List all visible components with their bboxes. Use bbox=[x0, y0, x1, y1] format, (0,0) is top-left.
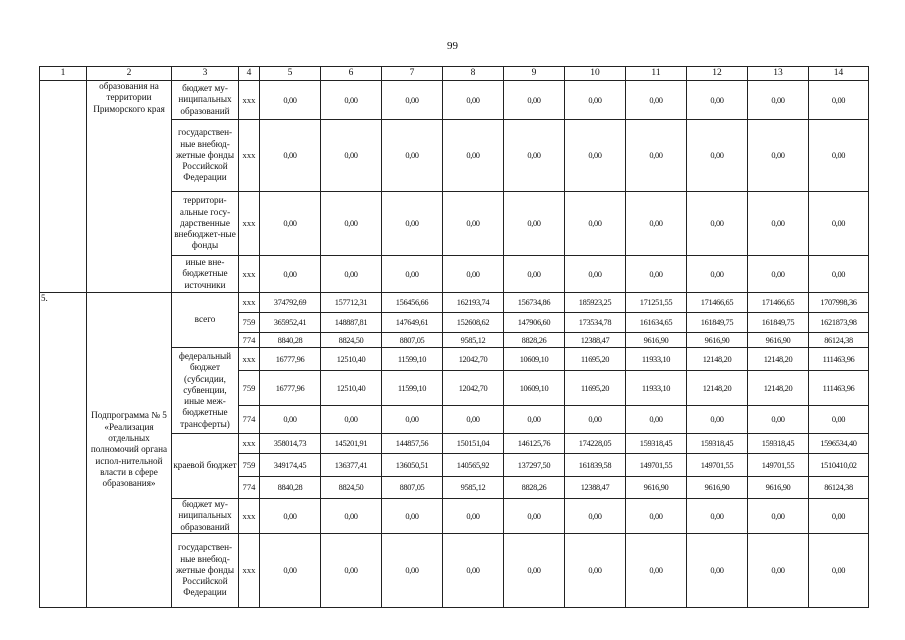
value-cell: 0,00 bbox=[321, 499, 382, 534]
column-header: 4 bbox=[239, 67, 260, 81]
column-header: 12 bbox=[687, 67, 748, 81]
code-cell: 759 bbox=[239, 313, 260, 333]
value-cell: 0,00 bbox=[321, 406, 382, 434]
column-header: 10 bbox=[565, 67, 626, 81]
value-cell: 11695,20 bbox=[565, 348, 626, 371]
value-cell: 0,00 bbox=[748, 406, 809, 434]
value-cell: 0,00 bbox=[809, 406, 869, 434]
column-header: 11 bbox=[626, 67, 687, 81]
value-cell: 11933,10 bbox=[626, 348, 687, 371]
value-cell: 12148,20 bbox=[687, 348, 748, 371]
value-cell: 12388,47 bbox=[565, 477, 626, 499]
value-cell: 0,00 bbox=[626, 256, 687, 293]
value-cell: 0,00 bbox=[443, 406, 504, 434]
value-cell: 0,00 bbox=[260, 499, 321, 534]
value-cell: 159318,45 bbox=[748, 434, 809, 454]
source-label: государствен-ные внебюд-жетные фонды Российской Федерации bbox=[172, 120, 239, 192]
value-cell: 150151,04 bbox=[443, 434, 504, 454]
source-label: федеральный бюджет (субсидии, субвенции, иные меж-бюджетные трансферты) bbox=[172, 348, 239, 434]
value-cell: 8828,26 bbox=[504, 333, 565, 348]
value-cell: 0,00 bbox=[260, 192, 321, 256]
code-cell: 774 bbox=[239, 406, 260, 434]
value-cell: 0,00 bbox=[687, 81, 748, 120]
value-cell: 0,00 bbox=[321, 256, 382, 293]
value-cell: 9616,90 bbox=[687, 333, 748, 348]
value-cell: 8840,28 bbox=[260, 333, 321, 348]
value-cell: 9616,90 bbox=[687, 477, 748, 499]
value-cell: 157712,31 bbox=[321, 293, 382, 313]
value-cell: 8828,26 bbox=[504, 477, 565, 499]
value-cell: 0,00 bbox=[443, 81, 504, 120]
code-cell: xxx bbox=[239, 81, 260, 120]
value-cell: 12510,40 bbox=[321, 371, 382, 406]
value-cell: 148887,81 bbox=[321, 313, 382, 333]
value-cell: 12148,20 bbox=[687, 371, 748, 406]
value-cell: 137297,50 bbox=[504, 454, 565, 477]
value-cell: 8840,28 bbox=[260, 477, 321, 499]
value-cell: 136050,51 bbox=[382, 454, 443, 477]
value-cell: 0,00 bbox=[748, 256, 809, 293]
value-cell: 0,00 bbox=[443, 499, 504, 534]
value-cell: 0,00 bbox=[626, 81, 687, 120]
value-cell: 0,00 bbox=[565, 499, 626, 534]
value-cell: 0,00 bbox=[687, 406, 748, 434]
value-cell: 0,00 bbox=[748, 192, 809, 256]
value-cell: 16777,96 bbox=[260, 348, 321, 371]
value-cell: 0,00 bbox=[382, 534, 443, 608]
value-cell: 0,00 bbox=[626, 120, 687, 192]
value-cell: 174228,05 bbox=[565, 434, 626, 454]
value-cell: 161849,75 bbox=[748, 313, 809, 333]
value-cell: 0,00 bbox=[809, 499, 869, 534]
source-label: бюджет му-ниципальных образований bbox=[172, 81, 239, 120]
value-cell: 0,00 bbox=[260, 120, 321, 192]
value-cell: 0,00 bbox=[382, 120, 443, 192]
value-cell: 0,00 bbox=[748, 81, 809, 120]
value-cell: 147649,61 bbox=[382, 313, 443, 333]
code-cell: xxx bbox=[239, 434, 260, 454]
header-row bbox=[40, 67, 869, 81]
code-cell: 759 bbox=[239, 371, 260, 406]
value-cell: 0,00 bbox=[382, 499, 443, 534]
value-cell: 111463,96 bbox=[809, 371, 869, 406]
value-cell: 0,00 bbox=[626, 534, 687, 608]
value-cell: 0,00 bbox=[382, 256, 443, 293]
column-header: 2 bbox=[87, 67, 172, 81]
value-cell: 0,00 bbox=[504, 499, 565, 534]
value-cell: 358014,73 bbox=[260, 434, 321, 454]
value-cell: 0,00 bbox=[687, 192, 748, 256]
value-cell: 185923,25 bbox=[565, 293, 626, 313]
value-cell: 0,00 bbox=[748, 120, 809, 192]
column-header: 8 bbox=[443, 67, 504, 81]
value-cell: 11599,10 bbox=[382, 371, 443, 406]
value-cell: 144857,56 bbox=[382, 434, 443, 454]
column-header: 5 bbox=[260, 67, 321, 81]
value-cell: 0,00 bbox=[260, 534, 321, 608]
value-cell: 146125,76 bbox=[504, 434, 565, 454]
code-cell: xxx bbox=[239, 256, 260, 293]
code-cell: xxx bbox=[239, 348, 260, 371]
code-cell: xxx bbox=[239, 120, 260, 192]
value-cell: 152608,62 bbox=[443, 313, 504, 333]
number-cell bbox=[40, 81, 87, 293]
value-cell: 171466,65 bbox=[687, 293, 748, 313]
value-cell: 149701,55 bbox=[687, 454, 748, 477]
value-cell: 0,00 bbox=[382, 81, 443, 120]
value-cell: 12042,70 bbox=[443, 371, 504, 406]
value-cell: 161634,65 bbox=[626, 313, 687, 333]
value-cell: 0,00 bbox=[382, 192, 443, 256]
value-cell: 9616,90 bbox=[626, 333, 687, 348]
value-cell: 12042,70 bbox=[443, 348, 504, 371]
value-cell: 12510,40 bbox=[321, 348, 382, 371]
value-cell: 0,00 bbox=[809, 256, 869, 293]
value-cell: 0,00 bbox=[687, 256, 748, 293]
column-header: 7 bbox=[382, 67, 443, 81]
value-cell: 0,00 bbox=[504, 406, 565, 434]
table-row bbox=[40, 81, 869, 120]
value-cell: 0,00 bbox=[809, 192, 869, 256]
value-cell: 136377,41 bbox=[321, 454, 382, 477]
value-cell: 0,00 bbox=[443, 534, 504, 608]
value-cell: 0,00 bbox=[504, 256, 565, 293]
value-cell: 8824,50 bbox=[321, 477, 382, 499]
item-number: 5. bbox=[40, 293, 87, 608]
value-cell: 8824,50 bbox=[321, 333, 382, 348]
value-cell: 156734,86 bbox=[504, 293, 565, 313]
value-cell: 16777,96 bbox=[260, 371, 321, 406]
value-cell: 0,00 bbox=[565, 81, 626, 120]
value-cell: 11599,10 bbox=[382, 348, 443, 371]
value-cell: 0,00 bbox=[382, 406, 443, 434]
value-cell: 149701,55 bbox=[626, 454, 687, 477]
value-cell: 0,00 bbox=[748, 499, 809, 534]
value-cell: 86124,38 bbox=[809, 477, 869, 499]
value-cell: 0,00 bbox=[809, 534, 869, 608]
value-cell: 171251,55 bbox=[626, 293, 687, 313]
source-label: всего bbox=[172, 293, 239, 348]
value-cell: 0,00 bbox=[260, 406, 321, 434]
code-cell: xxx bbox=[239, 192, 260, 256]
table-row bbox=[40, 293, 869, 313]
value-cell: 9616,90 bbox=[626, 477, 687, 499]
column-header: 1 bbox=[40, 67, 87, 81]
value-cell: 0,00 bbox=[687, 534, 748, 608]
column-header: 9 bbox=[504, 67, 565, 81]
value-cell: 12148,20 bbox=[748, 371, 809, 406]
value-cell: 0,00 bbox=[565, 192, 626, 256]
column-header: 13 bbox=[748, 67, 809, 81]
value-cell: 0,00 bbox=[321, 81, 382, 120]
value-cell: 162193,74 bbox=[443, 293, 504, 313]
value-cell: 1621873,98 bbox=[809, 313, 869, 333]
column-header: 6 bbox=[321, 67, 382, 81]
value-cell: 9616,90 bbox=[748, 477, 809, 499]
value-cell: 8807,05 bbox=[382, 477, 443, 499]
value-cell: 0,00 bbox=[321, 534, 382, 608]
source-label: иные вне-бюджетные источники bbox=[172, 256, 239, 293]
value-cell: 0,00 bbox=[809, 81, 869, 120]
code-cell: xxx bbox=[239, 293, 260, 313]
value-cell: 0,00 bbox=[504, 81, 565, 120]
value-cell: 0,00 bbox=[748, 534, 809, 608]
value-cell: 0,00 bbox=[687, 120, 748, 192]
value-cell: 0,00 bbox=[504, 192, 565, 256]
value-cell: 1596534,40 bbox=[809, 434, 869, 454]
value-cell: 171466,65 bbox=[748, 293, 809, 313]
value-cell: 0,00 bbox=[626, 192, 687, 256]
code-cell: 759 bbox=[239, 454, 260, 477]
value-cell: 11933,10 bbox=[626, 371, 687, 406]
source-label: территори-альные госу-дарственные внебюджет-ные фонды bbox=[172, 192, 239, 256]
page-number: 99 bbox=[447, 40, 458, 52]
column-header: 14 bbox=[809, 67, 869, 81]
value-cell: 0,00 bbox=[504, 534, 565, 608]
value-cell: 156456,66 bbox=[382, 293, 443, 313]
value-cell: 10609,10 bbox=[504, 371, 565, 406]
code-cell: xxx bbox=[239, 499, 260, 534]
value-cell: 0,00 bbox=[260, 81, 321, 120]
value-cell: 349174,45 bbox=[260, 454, 321, 477]
value-cell: 0,00 bbox=[443, 256, 504, 293]
value-cell: 374792,69 bbox=[260, 293, 321, 313]
value-cell: 12388,47 bbox=[565, 333, 626, 348]
value-cell: 0,00 bbox=[565, 256, 626, 293]
source-label: краевой бюджет bbox=[172, 434, 239, 499]
value-cell: 111463,96 bbox=[809, 348, 869, 371]
value-cell: 0,00 bbox=[626, 499, 687, 534]
value-cell: 0,00 bbox=[504, 120, 565, 192]
value-cell: 161839,58 bbox=[565, 454, 626, 477]
value-cell: 9585,12 bbox=[443, 333, 504, 348]
value-cell: 86124,38 bbox=[809, 333, 869, 348]
source-label: бюджет му-ниципальных образований bbox=[172, 499, 239, 534]
code-cell: 774 bbox=[239, 477, 260, 499]
value-cell: 173534,78 bbox=[565, 313, 626, 333]
value-cell: 0,00 bbox=[443, 120, 504, 192]
value-cell: 9585,12 bbox=[443, 477, 504, 499]
value-cell: 145201,91 bbox=[321, 434, 382, 454]
value-cell: 10609,10 bbox=[504, 348, 565, 371]
value-cell: 12148,20 bbox=[748, 348, 809, 371]
value-cell: 8807,05 bbox=[382, 333, 443, 348]
value-cell: 0,00 bbox=[809, 120, 869, 192]
value-cell: 11695,20 bbox=[565, 371, 626, 406]
budget-table bbox=[39, 66, 869, 608]
source-label: государствен-ные внебюд-жетные фонды Российской Федерации bbox=[172, 534, 239, 608]
value-cell: 0,00 bbox=[565, 406, 626, 434]
value-cell: 161849,75 bbox=[687, 313, 748, 333]
program-name-cell: образования на территории Приморского края bbox=[87, 81, 172, 293]
column-header: 3 bbox=[172, 67, 239, 81]
code-cell: 774 bbox=[239, 333, 260, 348]
value-cell: 0,00 bbox=[626, 406, 687, 434]
value-cell: 0,00 bbox=[565, 120, 626, 192]
value-cell: 159318,45 bbox=[687, 434, 748, 454]
value-cell: 1707998,36 bbox=[809, 293, 869, 313]
value-cell: 365952,41 bbox=[260, 313, 321, 333]
value-cell: 149701,55 bbox=[748, 454, 809, 477]
value-cell: 9616,90 bbox=[748, 333, 809, 348]
value-cell: 0,00 bbox=[321, 192, 382, 256]
value-cell: 159318,45 bbox=[626, 434, 687, 454]
value-cell: 0,00 bbox=[260, 256, 321, 293]
value-cell: 0,00 bbox=[565, 534, 626, 608]
subprogram-title: Подпрограмма № 5 «Реализация отдельных полномочий органа испол-нительной власти в сфере образования» bbox=[87, 293, 172, 608]
value-cell: 0,00 bbox=[321, 120, 382, 192]
value-cell: 0,00 bbox=[687, 499, 748, 534]
value-cell: 1510410,02 bbox=[809, 454, 869, 477]
code-cell: xxx bbox=[239, 534, 260, 608]
value-cell: 147906,60 bbox=[504, 313, 565, 333]
value-cell: 140565,92 bbox=[443, 454, 504, 477]
value-cell: 0,00 bbox=[443, 192, 504, 256]
